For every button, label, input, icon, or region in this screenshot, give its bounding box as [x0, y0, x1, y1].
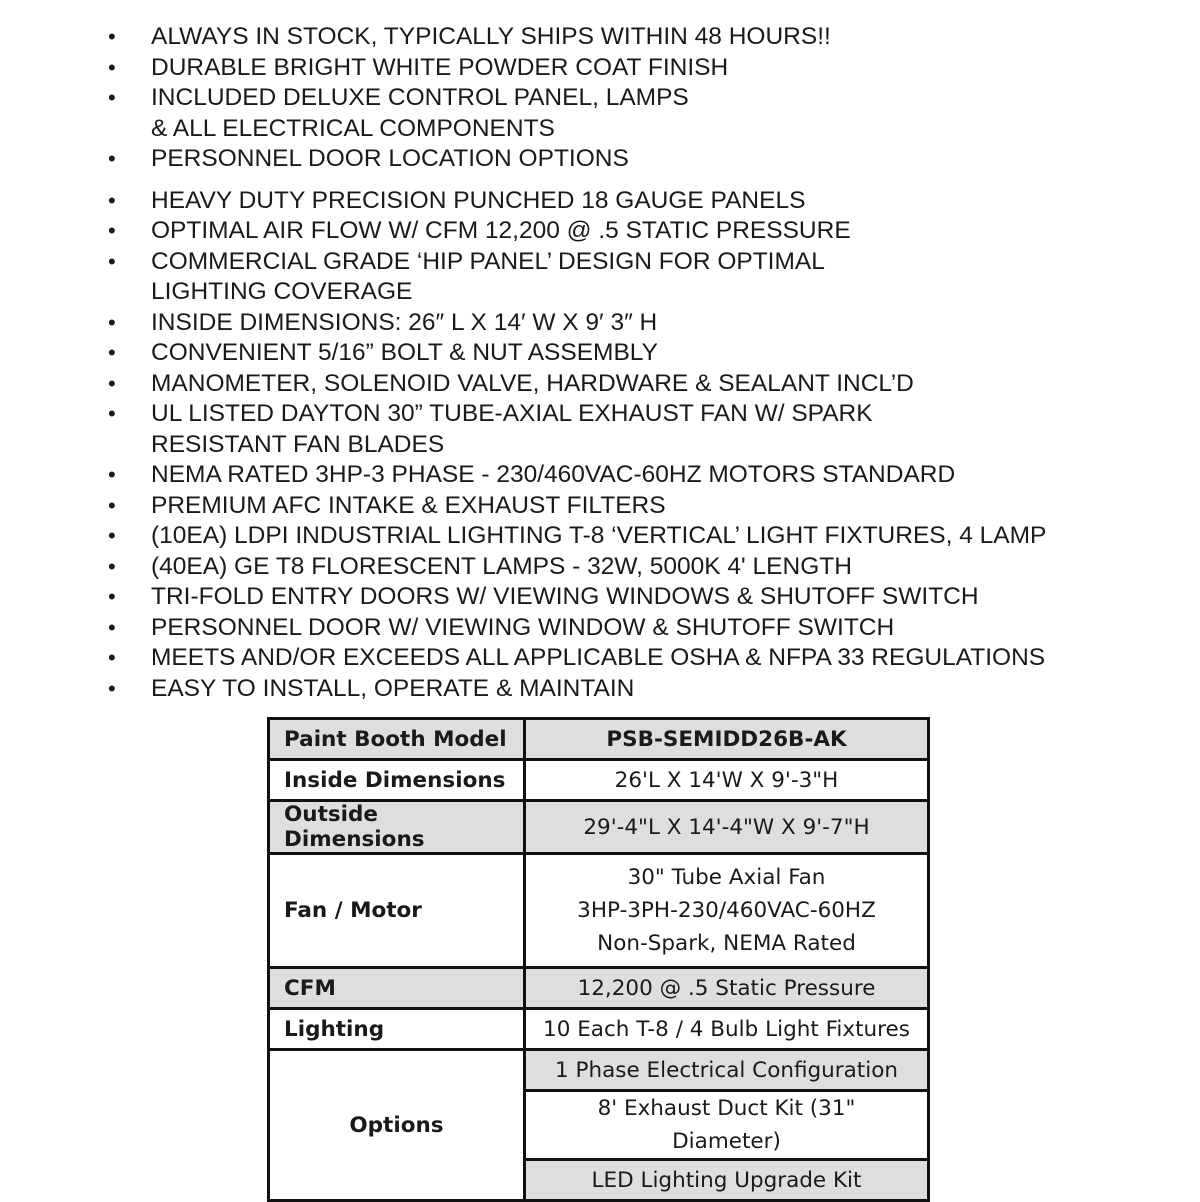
bullet-icon: • — [108, 187, 116, 213]
spec-row-lighting — [269, 1009, 929, 1050]
feature-text: MANOMETER, SOLENOID VALVE, HARDWARE & SEALANT INCL’D — [151, 369, 914, 397]
bullet-icon: • — [108, 340, 116, 365]
feature-text: UL LISTED DAYTON 30” TUBE-AXIAL EXHAUST FAN W/ SPARK RESISTANT FAN BLADES — [151, 400, 873, 458]
spec-label: CFM — [269, 968, 525, 1009]
bullet-icon: • — [108, 401, 116, 426]
feature-item — [0, 186, 1200, 217]
bullet-icon: • — [108, 584, 116, 609]
bullet-icon: • — [108, 553, 116, 579]
spec-label: Inside Dimensions — [269, 760, 525, 801]
spec-value: 26'L X 14'W X 9'-3"H — [525, 760, 929, 801]
feature-text: TRI-FOLD ENTRY DOORS W/ VIEWING WINDOWS & SHUTOFF SWITCH — [151, 583, 979, 610]
feature-list — [0, 22, 1200, 704]
feature-item — [0, 552, 1200, 583]
fan-line: 30" Tube Axial Fan — [627, 865, 826, 890]
feature-item — [0, 399, 1200, 460]
feature-text: (10EA) LDPI INDUSTRIAL LIGHTING T-8 ‘VERTICAL’ LIGHT FIXTURES, 4 LAMP — [151, 522, 1047, 549]
feature-text: HEAVY DUTY PRECISION PUNCHED 18 GAUGE PANELS — [151, 186, 806, 214]
feature-item — [0, 247, 1200, 308]
spec-row-inside — [269, 760, 929, 801]
feature-text: MEETS AND/OR EXCEEDS ALL APPLICABLE OSHA & NFPA 33 REGULATIONS — [151, 644, 1046, 671]
spec-row-model — [269, 719, 929, 760]
bullet-icon: • — [108, 54, 116, 80]
feature-item — [0, 674, 1200, 705]
bullet-icon: • — [108, 523, 116, 548]
feature-item — [0, 144, 1200, 175]
feature-item — [0, 83, 1200, 144]
bullet-icon: • — [108, 24, 116, 49]
feature-item — [0, 643, 1200, 674]
spec-label: Outside Dimensions — [269, 801, 525, 854]
bullet-icon: • — [108, 146, 116, 171]
feature-item — [0, 22, 1200, 53]
spec-label: Lighting — [269, 1009, 525, 1050]
feature-item — [0, 338, 1200, 369]
bullet-icon: • — [108, 309, 116, 335]
feature-item — [0, 521, 1200, 552]
spec-row-outside — [269, 801, 929, 854]
feature-item — [0, 369, 1200, 400]
feature-text: PERSONNEL DOOR LOCATION OPTIONS — [151, 145, 629, 172]
feature-item — [0, 582, 1200, 613]
bullet-icon: • — [108, 218, 116, 243]
feature-item — [0, 613, 1200, 644]
spec-row-options — [269, 1050, 929, 1091]
feature-item — [0, 53, 1200, 84]
bullet-icon: • — [108, 492, 116, 518]
spec-label: Paint Booth Model — [269, 719, 525, 760]
bullet-icon: • — [108, 645, 116, 670]
feature-text: PERSONNEL DOOR W/ VIEWING WINDOW & SHUTOFF SWITCH — [151, 613, 895, 641]
spec-row-cfm — [269, 968, 929, 1009]
feature-item — [0, 216, 1200, 247]
spec-table — [267, 717, 930, 1202]
spec-value — [525, 854, 929, 968]
bullet-icon: • — [108, 248, 116, 274]
feature-text: NEMA RATED 3HP-3 PHASE - 230/460VAC-60HZ MOTORS STANDARD — [151, 461, 956, 488]
spec-value: 29'-4"L X 14'-4"W X 9'-7"H — [525, 801, 929, 854]
feature-text: PREMIUM AFC INTAKE & EXHAUST FILTERS — [151, 491, 666, 519]
spec-value: 12,200 @ .5 Static Pressure — [525, 968, 929, 1009]
spec-value: PSB-SEMIDD26B-AK — [525, 719, 929, 760]
spec-value: 10 Each T-8 / 4 Bulb Light Fixtures — [525, 1009, 929, 1050]
feature-text: OPTIMAL AIR FLOW W/ CFM 12,200 @ .5 STATIC PRESSURE — [151, 217, 851, 244]
feature-text: ALWAYS IN STOCK, TYPICALLY SHIPS WITHIN 48 HOURS!! — [151, 23, 831, 50]
feature-text: INSIDE DIMENSIONS: 26″ L X 14′ W X 9′ 3″ H — [151, 308, 658, 336]
bullet-icon: • — [108, 462, 116, 487]
spec-option: LED Lighting Upgrade Kit — [525, 1160, 929, 1201]
bullet-icon: • — [108, 614, 116, 640]
bullet-icon: • — [108, 370, 116, 396]
feature-text: (40EA) GE T8 FLORESCENT LAMPS - 32W, 5000K 4' LENGTH — [151, 552, 852, 580]
feature-text: EASY TO INSTALL, OPERATE & MAINTAIN — [151, 674, 635, 702]
bullet-icon: • — [108, 85, 116, 110]
spec-label: Options — [269, 1050, 525, 1201]
feature-item — [0, 308, 1200, 339]
fan-line: Non-Spark, NEMA Rated — [597, 931, 856, 956]
spec-option: 1 Phase Electrical Configuration — [525, 1050, 929, 1091]
feature-text: INCLUDED DELUXE CONTROL PANEL, LAMPS & ALL ELECTRICAL COMPONENTS — [151, 84, 689, 142]
spec-label: Fan / Motor — [269, 854, 525, 968]
feature-text: CONVENIENT 5/16” BOLT & NUT ASSEMBLY — [151, 339, 658, 366]
feature-text: DURABLE BRIGHT WHITE POWDER COAT FINISH — [151, 53, 729, 81]
fan-line: 3HP-3PH-230/460VAC-60HZ — [577, 898, 876, 923]
spec-option: 8' Exhaust Duct Kit (31" Diameter) — [525, 1091, 929, 1160]
spec-row-fan — [269, 854, 929, 968]
feature-item — [0, 460, 1200, 491]
bullet-icon: • — [108, 675, 116, 701]
feature-text: COMMERCIAL GRADE ‘HIP PANEL’ DESIGN FOR OPTIMAL LIGHTING COVERAGE — [151, 247, 825, 305]
feature-item — [0, 491, 1200, 522]
